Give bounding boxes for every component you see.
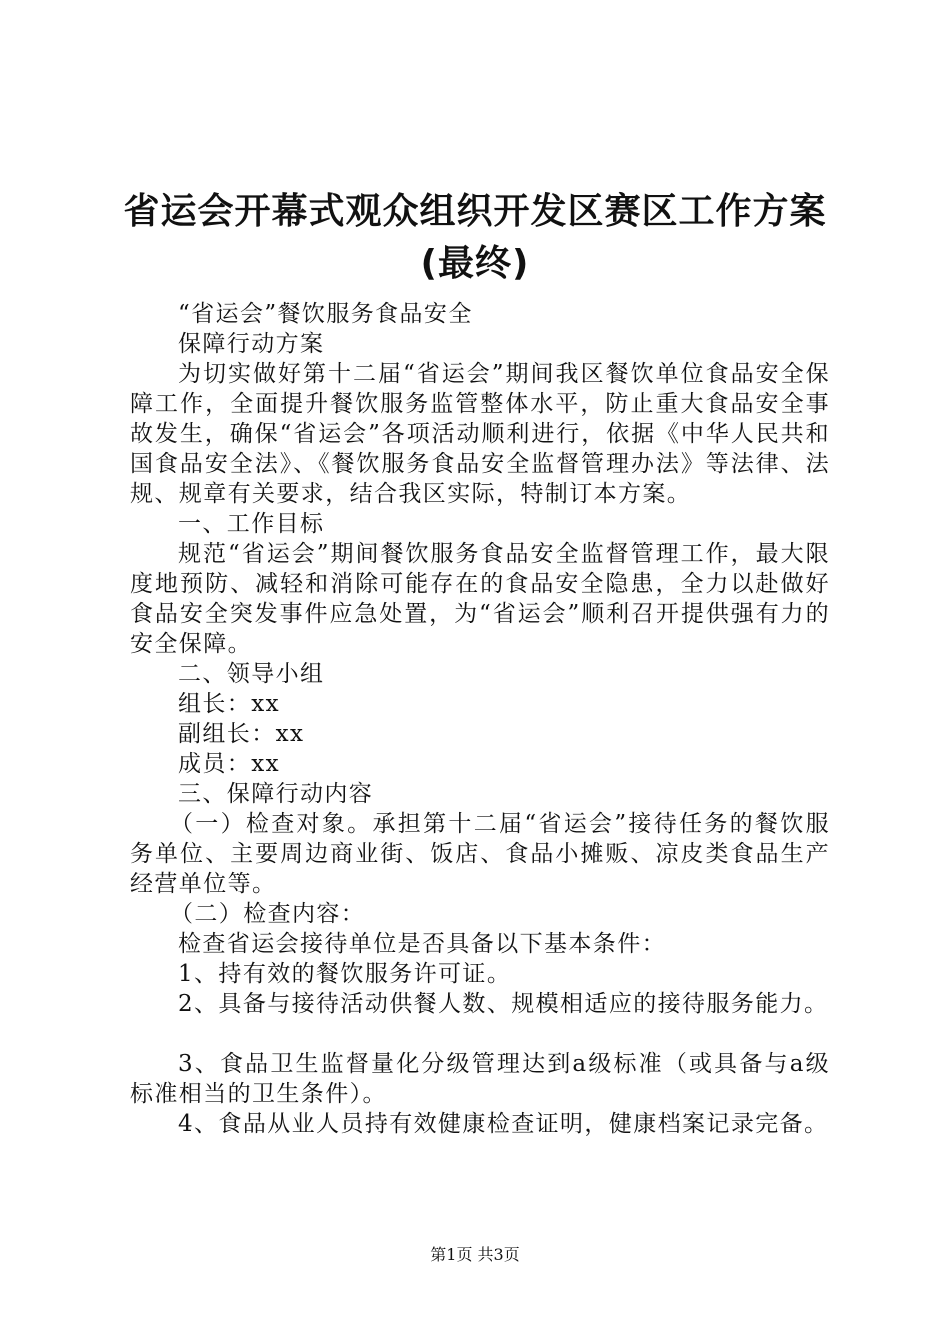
section-heading-actions: 三、保障行动内容 <box>178 781 374 807</box>
inspection-targets-paragraph: （一）检查对象。承担第十二届“省运会”接待任务的餐饮服务单位、主要周边商业街、饭店、食品小摊贩、凉皮类食品生产经营单位等。 <box>130 811 830 897</box>
document-title-suffix: (最终) <box>420 243 530 284</box>
subtitle-line-1: “省运会”餐饮服务食品安全 <box>178 301 473 327</box>
inspection-content-heading: （二）检查内容： <box>170 901 366 927</box>
condition-item-2: 2、具备与接待活动供餐人数、规模相适应的接待服务能力。 <box>178 991 829 1017</box>
blank-line <box>130 1019 830 1049</box>
section-heading-goals: 一、工作目标 <box>178 511 325 537</box>
condition-item-4: 4、食品从业人员持有效健康检查证明，健康档案记录完备。 <box>178 1111 829 1137</box>
inspection-intro-line: 检查省运会接待单位是否具备以下基本条件： <box>178 931 666 957</box>
section-heading-leadership: 二、领导小组 <box>178 661 325 687</box>
intro-paragraph: 为切实做好第十二届“省运会”期间我区餐饮单位食品安全保障工作，全面提升餐饮服务监管整体水平，防止重大食品安全事故发生，确保“省运会”各项活动顺利进行，依据《中华人民共和国食品安全法》、《餐饮服务食品安全监督管理办法》等法律、法规、规章有关要求，结合我区实际，特制订本方案。 <box>130 361 830 507</box>
leader-line: 组长：xx <box>178 691 280 717</box>
condition-item-3: 3、食品卫生监督量化分级管理达到a级标准（或具备与a级标准相当的卫生条件）。 <box>130 1051 830 1107</box>
condition-item-1: 1、持有效的餐饮服务许可证。 <box>178 961 512 987</box>
deputy-leader-line: 副组长：xx <box>178 721 305 747</box>
document-body <box>130 299 830 1139</box>
page-number-footer: 第1页 共3页 <box>430 1245 520 1264</box>
subtitle-line-2: 保障行动方案 <box>178 331 325 357</box>
document-title: 省运会开幕式观众组织开发区赛区工作方案 <box>123 191 827 232</box>
members-line: 成员：xx <box>178 751 280 777</box>
goals-paragraph: 规范“省运会”期间餐饮服务食品安全监督管理工作，最大限度地预防、减轻和消除可能存在的食品安全隐患，全力以赴做好食品安全突发事件应急处置，为“省运会”顺利召开提供强有力的安全保障。 <box>130 541 830 657</box>
